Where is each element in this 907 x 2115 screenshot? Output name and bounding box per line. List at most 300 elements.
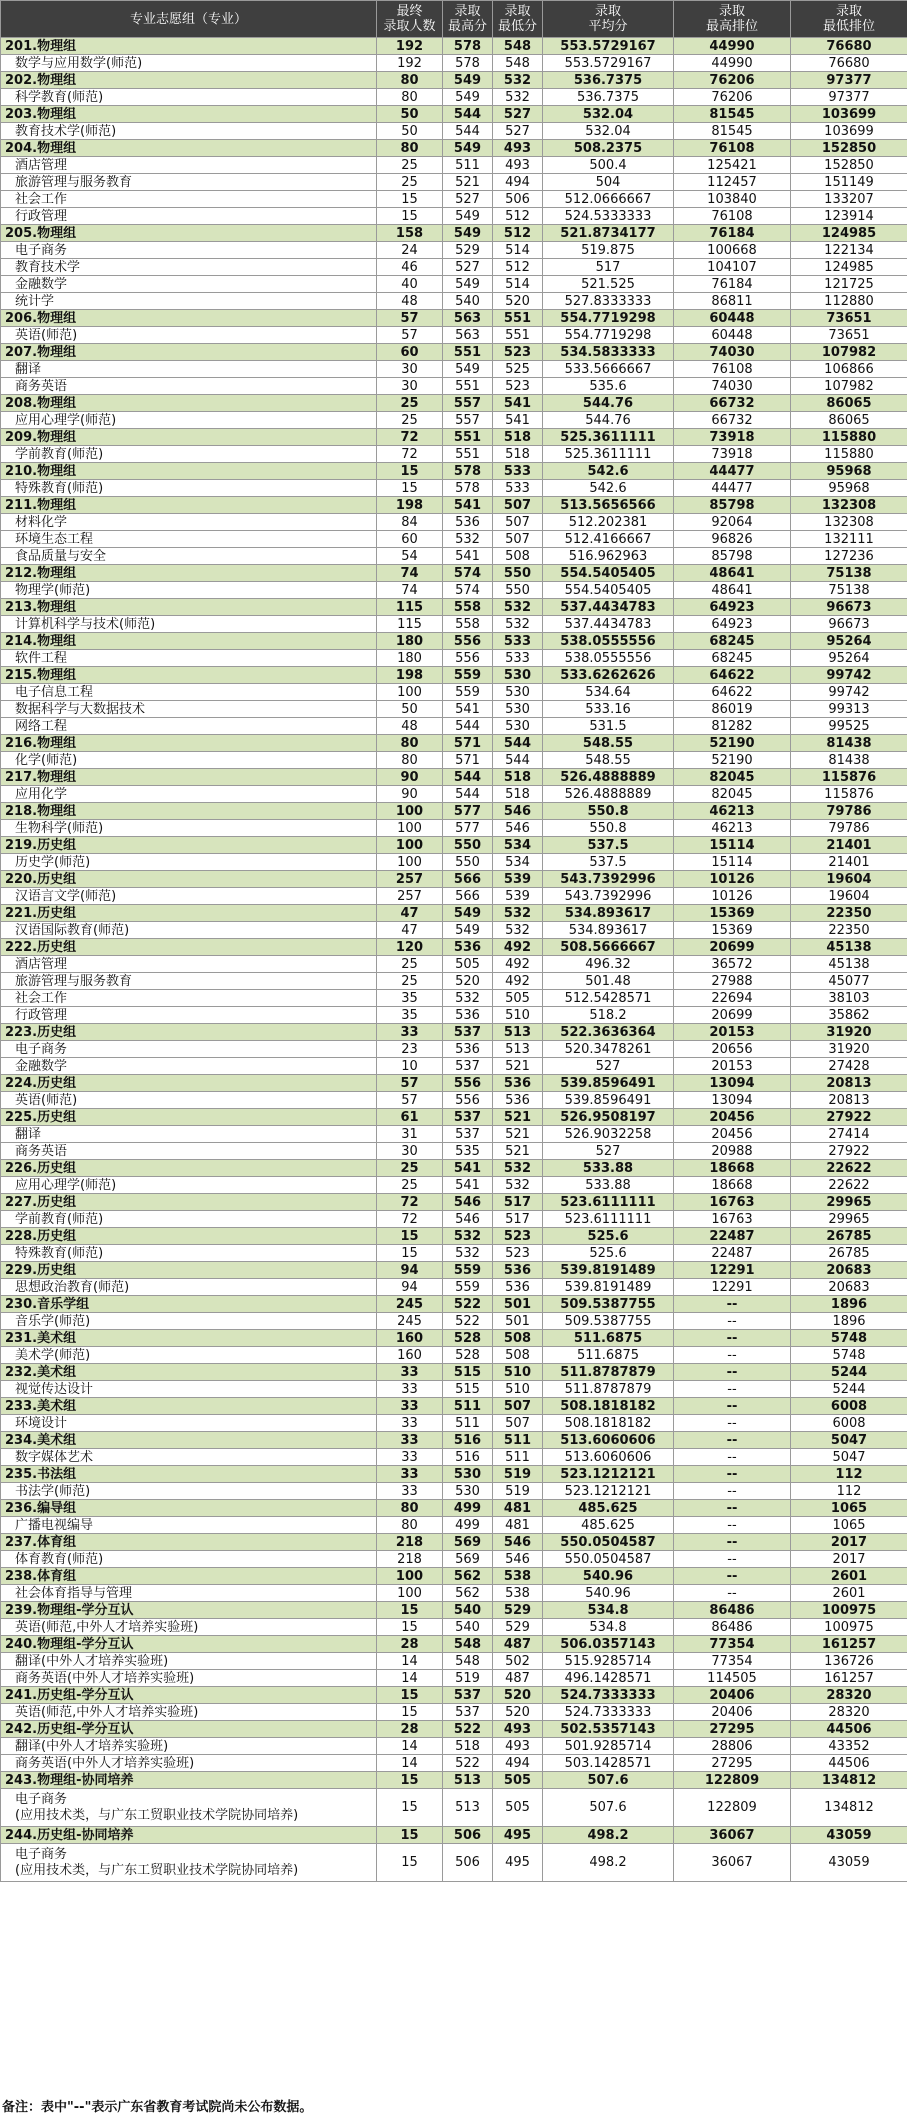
group-row bbox=[1, 463, 907, 480]
cell-min-rank: 97377 bbox=[791, 72, 907, 89]
cell-name: 234.美术组 bbox=[1, 1432, 377, 1449]
cell-max-rank: 44477 bbox=[674, 463, 791, 480]
cell-max-score: 544 bbox=[443, 123, 493, 140]
cell-avg-score: 532.04 bbox=[543, 123, 674, 140]
cell-count: 115 bbox=[377, 599, 443, 616]
cell-name: 220.历史组 bbox=[1, 871, 377, 888]
cell-min-score: 519 bbox=[493, 1483, 543, 1500]
cell-count: 40 bbox=[377, 276, 443, 293]
cell-max-score: 527 bbox=[443, 191, 493, 208]
cell-min-rank: 95264 bbox=[791, 650, 907, 667]
cell-min-rank: 161257 bbox=[791, 1670, 907, 1687]
cell-max-score: 518 bbox=[443, 1738, 493, 1755]
cell-min-rank: 123914 bbox=[791, 208, 907, 225]
cell-min-rank: 86065 bbox=[791, 395, 907, 412]
cell-max-rank: 66732 bbox=[674, 412, 791, 429]
cell-min-rank: 5047 bbox=[791, 1432, 907, 1449]
cell-max-rank: 52190 bbox=[674, 735, 791, 752]
cell-count: 28 bbox=[377, 1721, 443, 1738]
cell-min-score: 507 bbox=[493, 497, 543, 514]
cell-min-rank: 29965 bbox=[791, 1211, 907, 1228]
cell-min-rank: 95968 bbox=[791, 463, 907, 480]
cell-avg-score: 534.893617 bbox=[543, 922, 674, 939]
cell-count: 15 bbox=[377, 1772, 443, 1789]
cell-max-rank: 20153 bbox=[674, 1024, 791, 1041]
cell-avg-score: 498.2 bbox=[543, 1827, 674, 1844]
cell-max-score: 578 bbox=[443, 38, 493, 55]
cell-avg-score: 506.0357143 bbox=[543, 1636, 674, 1653]
cell-max-rank: -- bbox=[674, 1330, 791, 1347]
cell-min-score: 505 bbox=[493, 1772, 543, 1789]
cell-min-rank: 2017 bbox=[791, 1534, 907, 1551]
cell-count: 15 bbox=[377, 1687, 443, 1704]
cell-avg-score: 512.202381 bbox=[543, 514, 674, 531]
cell-min-score: 527 bbox=[493, 123, 543, 140]
major-row bbox=[1, 378, 907, 395]
group-row bbox=[1, 1432, 907, 1449]
cell-name: 翻译(中外人才培养实验班) bbox=[1, 1738, 377, 1755]
cell-max-score: 522 bbox=[443, 1313, 493, 1330]
cell-count: 245 bbox=[377, 1313, 443, 1330]
cell-min-score: 530 bbox=[493, 718, 543, 735]
cell-max-rank: 22487 bbox=[674, 1245, 791, 1262]
group-row bbox=[1, 140, 907, 157]
header-min-rank: 录取 最低排位 bbox=[791, 1, 907, 38]
cell-min-score: 521 bbox=[493, 1058, 543, 1075]
cell-count: 47 bbox=[377, 922, 443, 939]
cell-max-score: 528 bbox=[443, 1330, 493, 1347]
cell-avg-score: 502.5357143 bbox=[543, 1721, 674, 1738]
cell-max-rank: 60448 bbox=[674, 310, 791, 327]
major-row bbox=[1, 854, 907, 871]
cell-min-score: 510 bbox=[493, 1381, 543, 1398]
cell-min-score: 544 bbox=[493, 735, 543, 752]
major-row bbox=[1, 1585, 907, 1602]
cell-min-score: 533 bbox=[493, 480, 543, 497]
group-row bbox=[1, 1827, 907, 1844]
cell-avg-score: 537.4434783 bbox=[543, 599, 674, 616]
cell-count: 23 bbox=[377, 1041, 443, 1058]
cell-max-rank: 10126 bbox=[674, 888, 791, 905]
cell-min-score: 533 bbox=[493, 633, 543, 650]
cell-max-rank: 122809 bbox=[674, 1789, 791, 1827]
cell-count: 90 bbox=[377, 769, 443, 786]
cell-max-score: 536 bbox=[443, 514, 493, 531]
cell-max-rank: 76206 bbox=[674, 72, 791, 89]
major-row bbox=[1, 174, 907, 191]
cell-max-score: 511 bbox=[443, 1415, 493, 1432]
major-row bbox=[1, 1092, 907, 1109]
cell-max-score: 537 bbox=[443, 1024, 493, 1041]
cell-min-rank: 132308 bbox=[791, 497, 907, 514]
cell-min-rank: 81438 bbox=[791, 735, 907, 752]
cell-min-rank: 97377 bbox=[791, 89, 907, 106]
cell-min-score: 494 bbox=[493, 174, 543, 191]
cell-min-rank: 75138 bbox=[791, 565, 907, 582]
cell-max-score: 544 bbox=[443, 718, 493, 735]
cell-name: 232.美术组 bbox=[1, 1364, 377, 1381]
cell-min-rank: 134812 bbox=[791, 1772, 907, 1789]
cell-max-score: 513 bbox=[443, 1789, 493, 1827]
cell-count: 57 bbox=[377, 1075, 443, 1092]
cell-avg-score: 554.7719298 bbox=[543, 310, 674, 327]
cell-count: 35 bbox=[377, 1007, 443, 1024]
cell-name: 204.物理组 bbox=[1, 140, 377, 157]
cell-name: 酒店管理 bbox=[1, 956, 377, 973]
cell-min-rank: 132308 bbox=[791, 514, 907, 531]
cell-min-rank: 81438 bbox=[791, 752, 907, 769]
cell-name: 电子商务 (应用技术类，与广东工贸职业技术学院协同培养) bbox=[1, 1789, 377, 1827]
cell-avg-score: 512.4166667 bbox=[543, 531, 674, 548]
cell-count: 57 bbox=[377, 327, 443, 344]
cell-min-score: 492 bbox=[493, 956, 543, 973]
cell-count: 15 bbox=[377, 1245, 443, 1262]
cell-max-score: 549 bbox=[443, 922, 493, 939]
cell-max-rank: 86486 bbox=[674, 1602, 791, 1619]
cell-count: 100 bbox=[377, 854, 443, 871]
cell-max-rank: 46213 bbox=[674, 820, 791, 837]
cell-max-rank: -- bbox=[674, 1415, 791, 1432]
cell-min-rank: 151149 bbox=[791, 174, 907, 191]
cell-name: 环境生态工程 bbox=[1, 531, 377, 548]
cell-min-score: 532 bbox=[493, 1177, 543, 1194]
cell-min-rank: 19604 bbox=[791, 871, 907, 888]
cell-max-rank: 81545 bbox=[674, 123, 791, 140]
cell-name: 数据科学与大数据技术 bbox=[1, 701, 377, 718]
header-count: 最终 录取人数 bbox=[377, 1, 443, 38]
cell-avg-score: 512.5428571 bbox=[543, 990, 674, 1007]
cell-count: 180 bbox=[377, 650, 443, 667]
cell-min-rank: 20813 bbox=[791, 1092, 907, 1109]
cell-name: 205.物理组 bbox=[1, 225, 377, 242]
cell-min-score: 532 bbox=[493, 72, 543, 89]
cell-min-score: 511 bbox=[493, 1432, 543, 1449]
cell-name: 英语(师范) bbox=[1, 327, 377, 344]
cell-min-score: 536 bbox=[493, 1075, 543, 1092]
cell-max-rank: 64923 bbox=[674, 599, 791, 616]
cell-max-rank: 18668 bbox=[674, 1177, 791, 1194]
cell-name: 学前教育(师范) bbox=[1, 1211, 377, 1228]
cell-min-score: 493 bbox=[493, 1738, 543, 1755]
cell-max-score: 536 bbox=[443, 939, 493, 956]
cell-avg-score: 509.5387755 bbox=[543, 1313, 674, 1330]
cell-min-score: 517 bbox=[493, 1211, 543, 1228]
cell-count: 74 bbox=[377, 582, 443, 599]
cell-count: 245 bbox=[377, 1296, 443, 1313]
cell-avg-score: 526.4888889 bbox=[543, 786, 674, 803]
cell-min-rank: 86065 bbox=[791, 412, 907, 429]
cell-max-score: 577 bbox=[443, 820, 493, 837]
cell-min-score: 510 bbox=[493, 1364, 543, 1381]
cell-min-score: 512 bbox=[493, 259, 543, 276]
group-row bbox=[1, 225, 907, 242]
cell-max-score: 549 bbox=[443, 140, 493, 157]
cell-avg-score: 513.6060606 bbox=[543, 1432, 674, 1449]
cell-count: 192 bbox=[377, 38, 443, 55]
major-row bbox=[1, 1789, 907, 1827]
cell-avg-score: 550.8 bbox=[543, 803, 674, 820]
cell-count: 10 bbox=[377, 1058, 443, 1075]
cell-avg-score: 533.5666667 bbox=[543, 361, 674, 378]
cell-name: 219.历史组 bbox=[1, 837, 377, 854]
cell-avg-score: 554.5405405 bbox=[543, 582, 674, 599]
cell-name: 学前教育(师范) bbox=[1, 446, 377, 463]
cell-max-score: 546 bbox=[443, 1194, 493, 1211]
cell-max-score: 522 bbox=[443, 1721, 493, 1738]
cell-count: 257 bbox=[377, 888, 443, 905]
major-row bbox=[1, 956, 907, 973]
cell-min-rank: 152850 bbox=[791, 140, 907, 157]
cell-avg-score: 535.6 bbox=[543, 378, 674, 395]
cell-count: 15 bbox=[377, 1827, 443, 1844]
cell-min-rank: 76680 bbox=[791, 38, 907, 55]
cell-count: 15 bbox=[377, 1619, 443, 1636]
cell-avg-score: 550.0504587 bbox=[543, 1551, 674, 1568]
cell-avg-score: 521.525 bbox=[543, 276, 674, 293]
cell-min-rank: 20683 bbox=[791, 1262, 907, 1279]
cell-max-rank: 100668 bbox=[674, 242, 791, 259]
cell-min-score: 508 bbox=[493, 1330, 543, 1347]
group-row bbox=[1, 395, 907, 412]
cell-min-score: 521 bbox=[493, 1126, 543, 1143]
cell-name: 210.物理组 bbox=[1, 463, 377, 480]
cell-min-score: 523 bbox=[493, 378, 543, 395]
cell-name: 英语(师范) bbox=[1, 1092, 377, 1109]
cell-max-rank: 77354 bbox=[674, 1653, 791, 1670]
cell-avg-score: 519.875 bbox=[543, 242, 674, 259]
cell-min-rank: 27922 bbox=[791, 1109, 907, 1126]
cell-avg-score: 553.5729167 bbox=[543, 38, 674, 55]
cell-count: 25 bbox=[377, 973, 443, 990]
cell-max-rank: 12291 bbox=[674, 1279, 791, 1296]
major-row bbox=[1, 1653, 907, 1670]
cell-avg-score: 501.9285714 bbox=[543, 1738, 674, 1755]
cell-count: 14 bbox=[377, 1653, 443, 1670]
header-name: 专业志愿组（专业） bbox=[1, 1, 377, 38]
major-row bbox=[1, 1415, 907, 1432]
cell-name: 230.音乐学组 bbox=[1, 1296, 377, 1313]
cell-min-score: 532 bbox=[493, 905, 543, 922]
major-row bbox=[1, 1381, 907, 1398]
cell-min-score: 493 bbox=[493, 1721, 543, 1738]
cell-count: 198 bbox=[377, 497, 443, 514]
cell-min-score: 532 bbox=[493, 1160, 543, 1177]
cell-name: 生物科学(师范) bbox=[1, 820, 377, 837]
cell-count: 47 bbox=[377, 905, 443, 922]
group-row bbox=[1, 599, 907, 616]
cell-count: 14 bbox=[377, 1738, 443, 1755]
cell-name: 书法学(师范) bbox=[1, 1483, 377, 1500]
cell-min-score: 511 bbox=[493, 1449, 543, 1466]
cell-max-score: 541 bbox=[443, 548, 493, 565]
cell-max-rank: -- bbox=[674, 1398, 791, 1415]
cell-min-score: 519 bbox=[493, 1466, 543, 1483]
cell-min-rank: 35862 bbox=[791, 1007, 907, 1024]
cell-max-score: 536 bbox=[443, 1041, 493, 1058]
cell-min-score: 507 bbox=[493, 1415, 543, 1432]
cell-min-rank: 95968 bbox=[791, 480, 907, 497]
cell-avg-score: 534.8 bbox=[543, 1619, 674, 1636]
cell-min-rank: 73651 bbox=[791, 327, 907, 344]
cell-max-score: 530 bbox=[443, 1466, 493, 1483]
cell-min-score: 550 bbox=[493, 565, 543, 582]
cell-name: 242.历史组-学分互认 bbox=[1, 1721, 377, 1738]
cell-min-score: 532 bbox=[493, 599, 543, 616]
cell-max-rank: 86811 bbox=[674, 293, 791, 310]
cell-max-score: 522 bbox=[443, 1296, 493, 1313]
cell-avg-score: 508.2375 bbox=[543, 140, 674, 157]
cell-avg-score: 513.6060606 bbox=[543, 1449, 674, 1466]
cell-max-score: 537 bbox=[443, 1126, 493, 1143]
cell-min-rank: 75138 bbox=[791, 582, 907, 599]
cell-count: 60 bbox=[377, 344, 443, 361]
major-row bbox=[1, 55, 907, 72]
cell-max-rank: 104107 bbox=[674, 259, 791, 276]
cell-min-score: 521 bbox=[493, 1143, 543, 1160]
cell-avg-score: 533.88 bbox=[543, 1160, 674, 1177]
cell-min-score: 487 bbox=[493, 1636, 543, 1653]
cell-name: 202.物理组 bbox=[1, 72, 377, 89]
cell-name: 网络工程 bbox=[1, 718, 377, 735]
cell-max-score: 511 bbox=[443, 157, 493, 174]
cell-max-score: 556 bbox=[443, 633, 493, 650]
cell-avg-score: 520.3478261 bbox=[543, 1041, 674, 1058]
group-row bbox=[1, 344, 907, 361]
cell-count: 25 bbox=[377, 395, 443, 412]
group-row bbox=[1, 1109, 907, 1126]
cell-avg-score: 536.7375 bbox=[543, 72, 674, 89]
cell-max-score: 559 bbox=[443, 667, 493, 684]
cell-max-score: 563 bbox=[443, 327, 493, 344]
cell-max-rank: 64622 bbox=[674, 684, 791, 701]
cell-name: 汉语国际教育(师范) bbox=[1, 922, 377, 939]
cell-min-rank: 19604 bbox=[791, 888, 907, 905]
major-row bbox=[1, 1058, 907, 1075]
cell-max-rank: 20988 bbox=[674, 1143, 791, 1160]
cell-min-score: 546 bbox=[493, 1551, 543, 1568]
cell-count: 180 bbox=[377, 633, 443, 650]
major-row bbox=[1, 1347, 907, 1364]
cell-count: 218 bbox=[377, 1551, 443, 1568]
cell-count: 25 bbox=[377, 174, 443, 191]
cell-min-score: 546 bbox=[493, 820, 543, 837]
cell-max-score: 544 bbox=[443, 106, 493, 123]
cell-avg-score: 513.5656566 bbox=[543, 497, 674, 514]
cell-max-score: 559 bbox=[443, 1262, 493, 1279]
cell-min-score: 512 bbox=[493, 208, 543, 225]
major-row bbox=[1, 480, 907, 497]
cell-min-score: 551 bbox=[493, 310, 543, 327]
cell-min-score: 532 bbox=[493, 89, 543, 106]
cell-min-rank: 103699 bbox=[791, 106, 907, 123]
cell-max-score: 536 bbox=[443, 1007, 493, 1024]
cell-max-score: 516 bbox=[443, 1449, 493, 1466]
cell-name: 商务英语 bbox=[1, 378, 377, 395]
group-row bbox=[1, 1160, 907, 1177]
cell-count: 30 bbox=[377, 1143, 443, 1160]
cell-max-rank: 12291 bbox=[674, 1262, 791, 1279]
cell-max-rank: 36572 bbox=[674, 956, 791, 973]
cell-name: 计算机科学与技术(师范) bbox=[1, 616, 377, 633]
cell-min-score: 518 bbox=[493, 786, 543, 803]
major-row bbox=[1, 888, 907, 905]
cell-max-score: 537 bbox=[443, 1704, 493, 1721]
major-row bbox=[1, 89, 907, 106]
cell-count: 50 bbox=[377, 123, 443, 140]
cell-max-score: 541 bbox=[443, 1160, 493, 1177]
major-row bbox=[1, 1755, 907, 1772]
cell-min-score: 505 bbox=[493, 990, 543, 1007]
cell-max-score: 563 bbox=[443, 310, 493, 327]
cell-name: 207.物理组 bbox=[1, 344, 377, 361]
cell-max-rank: -- bbox=[674, 1500, 791, 1517]
cell-max-score: 532 bbox=[443, 1245, 493, 1262]
cell-max-rank: 60448 bbox=[674, 327, 791, 344]
cell-min-rank: 43352 bbox=[791, 1738, 907, 1755]
cell-max-rank: 27295 bbox=[674, 1755, 791, 1772]
cell-avg-score: 501.48 bbox=[543, 973, 674, 990]
cell-avg-score: 485.625 bbox=[543, 1517, 674, 1534]
cell-max-rank: 76108 bbox=[674, 208, 791, 225]
cell-max-score: 557 bbox=[443, 395, 493, 412]
cell-min-rank: 22622 bbox=[791, 1177, 907, 1194]
cell-min-rank: 5244 bbox=[791, 1364, 907, 1381]
cell-avg-score: 485.625 bbox=[543, 1500, 674, 1517]
cell-name: 统计学 bbox=[1, 293, 377, 310]
cell-max-score: 569 bbox=[443, 1551, 493, 1568]
cell-name: 209.物理组 bbox=[1, 429, 377, 446]
cell-max-score: 578 bbox=[443, 480, 493, 497]
cell-max-rank: 112457 bbox=[674, 174, 791, 191]
cell-min-score: 501 bbox=[493, 1296, 543, 1313]
cell-count: 48 bbox=[377, 293, 443, 310]
cell-max-rank: 15114 bbox=[674, 854, 791, 871]
cell-min-rank: 1896 bbox=[791, 1296, 907, 1313]
cell-avg-score: 508.1818182 bbox=[543, 1398, 674, 1415]
cell-name: 英语(师范,中外人才培养实验班) bbox=[1, 1619, 377, 1636]
cell-max-rank: 76108 bbox=[674, 361, 791, 378]
cell-count: 33 bbox=[377, 1483, 443, 1500]
group-row bbox=[1, 871, 907, 888]
cell-count: 218 bbox=[377, 1534, 443, 1551]
cell-max-rank: 82045 bbox=[674, 786, 791, 803]
major-row bbox=[1, 752, 907, 769]
major-row bbox=[1, 1245, 907, 1262]
cell-min-score: 520 bbox=[493, 1687, 543, 1704]
cell-max-rank: 73918 bbox=[674, 429, 791, 446]
cell-min-rank: 22622 bbox=[791, 1160, 907, 1177]
cell-name: 231.美术组 bbox=[1, 1330, 377, 1347]
group-row bbox=[1, 633, 907, 650]
group-row bbox=[1, 1568, 907, 1585]
cell-min-rank: 20813 bbox=[791, 1075, 907, 1092]
major-row bbox=[1, 582, 907, 599]
cell-max-rank: 27988 bbox=[674, 973, 791, 990]
cell-max-score: 499 bbox=[443, 1517, 493, 1534]
cell-min-rank: 27922 bbox=[791, 1143, 907, 1160]
cell-count: 80 bbox=[377, 735, 443, 752]
cell-name: 商务英语(中外人才培养实验班) bbox=[1, 1670, 377, 1687]
cell-min-score: 514 bbox=[493, 242, 543, 259]
major-row bbox=[1, 327, 907, 344]
header-max-rank: 录取 最高排位 bbox=[674, 1, 791, 38]
cell-max-score: 521 bbox=[443, 174, 493, 191]
group-row bbox=[1, 429, 907, 446]
cell-max-rank: 20656 bbox=[674, 1041, 791, 1058]
cell-count: 94 bbox=[377, 1262, 443, 1279]
cell-avg-score: 544.76 bbox=[543, 395, 674, 412]
cell-max-score: 551 bbox=[443, 378, 493, 395]
